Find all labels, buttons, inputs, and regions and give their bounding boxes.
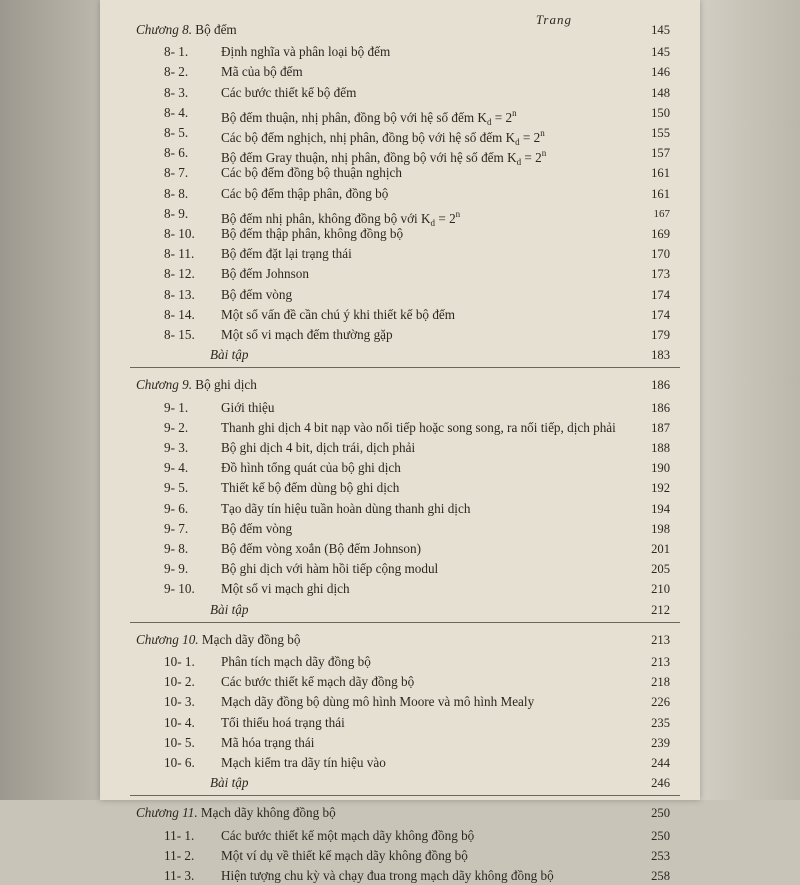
section-number: 10- 4. (164, 714, 195, 730)
exercises-entry[interactable] (100, 774, 700, 792)
section-page: 169 (651, 227, 670, 241)
section-page: 244 (651, 756, 670, 770)
section-title (221, 560, 438, 578)
section-title (221, 580, 350, 598)
toc-entry[interactable] (100, 580, 700, 598)
section-page: 157 (651, 146, 670, 161)
section-number: 8- 8. (164, 185, 189, 201)
section-title (221, 867, 554, 885)
section-title (221, 419, 616, 437)
section-title (221, 326, 393, 344)
section-number: 10- 6. (164, 755, 195, 770)
section-page: 213 (651, 655, 670, 669)
toc-entry[interactable] (100, 459, 700, 477)
section-page: 192 (651, 481, 670, 496)
subscript: d (515, 137, 520, 147)
section-page: 194 (651, 501, 670, 516)
section-number: 11- 3. (164, 868, 195, 883)
chapter-name: Mạch dãy không đồng bộ (200, 805, 336, 821)
toc-entry[interactable] (100, 43, 700, 61)
section-text: Mã của bộ đếm (221, 64, 303, 80)
section-text: Bộ đếm Johnson (221, 266, 309, 282)
section-text: Tối thiểu hoá trạng thái (221, 714, 345, 730)
section-text-tail: = 2 (521, 150, 542, 166)
section-number: 8- 12. (164, 266, 195, 282)
superscript: n (455, 208, 461, 219)
subscript: d (430, 217, 436, 228)
section-text: Định nghĩa và phân loại bộ đếm (221, 44, 391, 60)
chapter-name: Bộ ghi dịch (195, 377, 257, 393)
section-number: 8- 9. (164, 205, 189, 221)
superscript: n (540, 128, 545, 138)
section-number: 9- 7. (164, 520, 189, 536)
section-page: 210 (651, 582, 670, 597)
section-text: Hiện tượng chu kỳ và chạy đua trong mạch dãy không đồng bộ (221, 868, 554, 883)
subscript: d (486, 116, 492, 127)
section-number: 9- 2. (164, 419, 189, 435)
section-number: 9- 3. (164, 440, 189, 455)
section-title (221, 734, 314, 752)
chapter-prefix: Chương 8. (136, 22, 192, 37)
section-text-tail: = 2 (491, 109, 513, 125)
section-text: Bộ đếm nhị phân, không đồng bộ với K (221, 210, 431, 226)
toc-entry[interactable] (100, 714, 700, 732)
exercises-label: Bài tập (210, 601, 249, 617)
section-title (221, 63, 303, 81)
chapter-title (136, 21, 237, 39)
section-page: 148 (651, 85, 670, 100)
section-number: 9- 6. (164, 500, 189, 516)
section-text: Một số vấn đề cần chú ý khi thiết kế bộ đếm (221, 306, 456, 322)
exercises-label: Bài tập (210, 775, 249, 791)
exercises-entry[interactable] (100, 346, 700, 364)
section-text-tail: = 2 (435, 210, 456, 226)
section-text: Phân tích mạch dãy đồng bộ (221, 654, 371, 669)
section-page: 205 (651, 562, 670, 577)
toc-entry[interactable] (100, 164, 700, 182)
section-page: 146 (651, 65, 670, 80)
section-title (221, 185, 388, 203)
exercises-label: Bài tập (210, 347, 249, 363)
section-page: 198 (651, 521, 670, 536)
toc-entry[interactable] (100, 827, 700, 845)
superscript: n (512, 107, 517, 118)
toc-entry[interactable] (100, 399, 700, 417)
exercises-page: 246 (651, 776, 670, 791)
section-text: Bộ đếm Gray thuận, nhị phân, đồng bộ với hệ số đếm K (221, 150, 517, 166)
section-text-tail: = 2 (519, 130, 541, 145)
toc-entry[interactable] (100, 245, 700, 263)
section-page: 170 (651, 247, 670, 262)
section-text: Các bộ đếm thập phân, đồng bộ (221, 185, 389, 201)
section-text: Bộ ghi dịch 4 bit, dịch trái, dịch phải (221, 440, 416, 455)
chapter-prefix: Chương 11. (136, 805, 198, 821)
section-title (221, 714, 345, 732)
section-text: Mã hóa trạng thái (221, 734, 315, 750)
section-page: 190 (651, 461, 670, 476)
section-number: 8- 3. (164, 84, 189, 100)
section-page: 188 (651, 441, 670, 455)
toc-entry[interactable] (100, 867, 700, 885)
chapter-page: 186 (651, 378, 670, 393)
chapter-divider (130, 367, 680, 368)
toc-entry[interactable] (100, 540, 700, 558)
toc-entry[interactable] (100, 124, 700, 147)
chapter-divider (130, 795, 680, 796)
chapter-title (136, 804, 336, 822)
section-title (221, 827, 474, 845)
section-text: Giới thiệu (221, 399, 275, 415)
section-number: 8- 2. (164, 64, 189, 80)
section-text: Các bộ đếm đồng bộ thuận nghịch (221, 165, 402, 181)
table-of-contents-page (100, 0, 700, 883)
section-number: 11- 2. (164, 847, 195, 863)
toc-entry[interactable] (100, 520, 700, 538)
section-text: Bộ đếm thuận, nhị phân, đồng bộ với hệ số đếm K (221, 109, 487, 125)
section-number: 8- 10. (164, 226, 195, 241)
section-text: Tạo dãy tín hiệu tuần hoàn dùng thanh ghi dịch (221, 500, 471, 516)
section-title (221, 500, 470, 518)
section-page: 253 (651, 848, 670, 863)
toc-entry[interactable] (100, 673, 700, 691)
section-page: 179 (651, 328, 670, 342)
section-number: 8- 14. (164, 306, 195, 322)
toc-entry[interactable] (100, 653, 700, 671)
exercises-page: 212 (651, 602, 670, 617)
section-page: 167 (653, 207, 670, 220)
section-title (221, 479, 399, 497)
chapter-title (136, 631, 300, 649)
toc-entry[interactable] (100, 693, 700, 711)
section-page: 218 (651, 675, 670, 690)
toc-entry[interactable] (100, 754, 700, 772)
section-number: 9- 4. (164, 460, 189, 476)
section-text: Bộ đếm vòng (221, 520, 293, 536)
section-text: Một số vi mạch đếm thường gặp (221, 327, 393, 342)
toc-entry[interactable] (100, 286, 700, 304)
toc-entry[interactable] (100, 225, 700, 243)
toc-entry[interactable] (100, 185, 700, 203)
toc-entry[interactable] (100, 479, 700, 497)
left-page-edge (0, 0, 100, 800)
section-text: Bộ đếm thập phân, không đồng bộ (221, 226, 404, 241)
chapter-page: 213 (651, 632, 670, 647)
toc-entry[interactable] (100, 734, 700, 752)
section-page: 150 (651, 105, 670, 120)
toc-entry[interactable] (100, 63, 700, 81)
section-page: 187 (651, 420, 670, 435)
exercises-entry[interactable] (100, 601, 700, 619)
section-text: Đồ hình tổng quát của bộ ghi dịch (221, 460, 401, 476)
chapter-name: Bộ đếm (195, 22, 237, 37)
section-text: Bộ đếm vòng xoắn (Bộ đếm Johnson) (221, 541, 421, 556)
section-page: 235 (651, 715, 670, 730)
section-number: 9- 8. (164, 541, 189, 556)
section-title (221, 847, 468, 865)
section-title (221, 520, 292, 538)
section-title (221, 286, 292, 304)
toc-entry[interactable] (100, 144, 700, 168)
section-text: Mạch dãy đồng bộ dùng mô hình Moore và mô hình Mealy (221, 694, 535, 710)
toc-entry[interactable] (100, 104, 700, 127)
section-number: 9- 1. (164, 399, 189, 415)
chapter-heading[interactable] (100, 376, 700, 394)
right-background (700, 0, 800, 800)
section-number: 10- 5. (164, 734, 195, 750)
superscript: n (541, 148, 547, 159)
section-number: 9- 5. (164, 480, 189, 496)
section-text: Các bước thiết kế bộ đếm (221, 84, 357, 100)
section-title (221, 84, 356, 102)
section-text: Các bước thiết kế một mạch dãy không đồng bộ (221, 827, 475, 843)
section-number: 10- 3. (164, 694, 195, 710)
section-page: 155 (651, 126, 670, 140)
section-page: 145 (651, 45, 670, 60)
section-number: 8- 6. (164, 145, 189, 161)
section-text: Mạch kiểm tra dãy tín hiệu vào (221, 755, 386, 770)
chapter-divider (130, 622, 680, 623)
chapter-heading[interactable] (100, 804, 700, 822)
chapter-prefix: Chương 9. (136, 377, 192, 393)
section-number: 10- 1. (164, 654, 195, 669)
exercises-page: 183 (651, 348, 670, 363)
section-page: 174 (651, 287, 670, 302)
toc-entry[interactable] (100, 265, 700, 283)
section-number: 9- 10. (164, 581, 195, 597)
section-text: Bộ ghi dịch với hàm hồi tiếp cộng modul (221, 561, 439, 577)
section-number: 8- 7. (164, 165, 189, 181)
toc-entry[interactable] (100, 500, 700, 518)
section-page: 239 (651, 735, 670, 750)
section-text: Bộ đếm đặt lại trạng thái (221, 246, 352, 262)
section-page: 186 (651, 400, 670, 415)
chapter-page: 250 (651, 806, 670, 821)
section-text: Các bộ đếm nghịch, nhị phân, đồng bộ với hệ số đếm K (221, 130, 516, 145)
section-number: 8- 15. (164, 327, 195, 342)
section-number: 8- 11. (164, 246, 195, 262)
section-page: 258 (651, 869, 670, 883)
toc-entry[interactable] (100, 419, 700, 437)
section-number: 8- 4. (164, 104, 189, 120)
section-page: 174 (651, 307, 670, 322)
section-title (221, 653, 371, 671)
section-text: Một ví dụ về thiết kế mạch dãy không đồng bộ (221, 847, 468, 863)
toc-entry[interactable] (100, 847, 700, 865)
chapter-heading[interactable] (100, 21, 700, 39)
section-title (221, 43, 390, 61)
chapter-heading[interactable] (100, 631, 700, 649)
section-title (221, 673, 414, 691)
toc-entry[interactable] (100, 205, 700, 228)
section-page: 250 (651, 828, 670, 843)
section-title (221, 265, 309, 283)
section-title (221, 306, 455, 324)
toc-entry[interactable] (100, 439, 700, 457)
section-page: 226 (651, 695, 670, 710)
section-title (221, 225, 403, 243)
section-page: 161 (651, 166, 670, 181)
chapter-title (136, 376, 257, 394)
section-title (221, 540, 421, 558)
section-text: Các bước thiết kế mạch dãy đồng bộ (221, 674, 415, 690)
toc-entry[interactable] (100, 306, 700, 324)
section-number: 8- 1. (164, 44, 189, 60)
section-number: 8- 5. (164, 125, 189, 140)
section-title (221, 754, 386, 772)
section-title (221, 164, 402, 182)
section-page: 201 (651, 542, 670, 556)
page-column-heading: Trang (535, 12, 572, 27)
chapter-name: Mạch dãy đồng bộ (201, 631, 301, 647)
section-title (221, 245, 352, 263)
section-text: Thanh ghi dịch 4 bit nạp vào nối tiếp hoặc song song, ra nối tiếp, dịch phải (221, 419, 616, 435)
section-page: 161 (651, 186, 670, 201)
section-title (221, 439, 415, 457)
subscript: d (516, 157, 522, 168)
section-number: 9- 9. (164, 561, 189, 577)
section-number: 8- 13. (164, 286, 195, 302)
toc-entry[interactable] (100, 84, 700, 102)
toc-entry[interactable] (100, 326, 700, 344)
section-text: Một số vi mạch ghi dịch (221, 581, 350, 597)
section-text: Bộ đếm vòng (221, 286, 293, 302)
section-title (221, 693, 534, 711)
section-number: 10- 2. (164, 674, 195, 690)
chapter-page: 145 (651, 23, 670, 37)
toc-entry[interactable] (100, 560, 700, 578)
section-title (221, 399, 275, 417)
section-number: 11- 1. (164, 827, 195, 843)
section-text: Thiết kế bộ đếm dùng bộ ghi dịch (221, 480, 400, 496)
section-page: 173 (651, 267, 670, 282)
chapter-prefix: Chương 10. (136, 631, 199, 647)
section-title (221, 459, 401, 477)
